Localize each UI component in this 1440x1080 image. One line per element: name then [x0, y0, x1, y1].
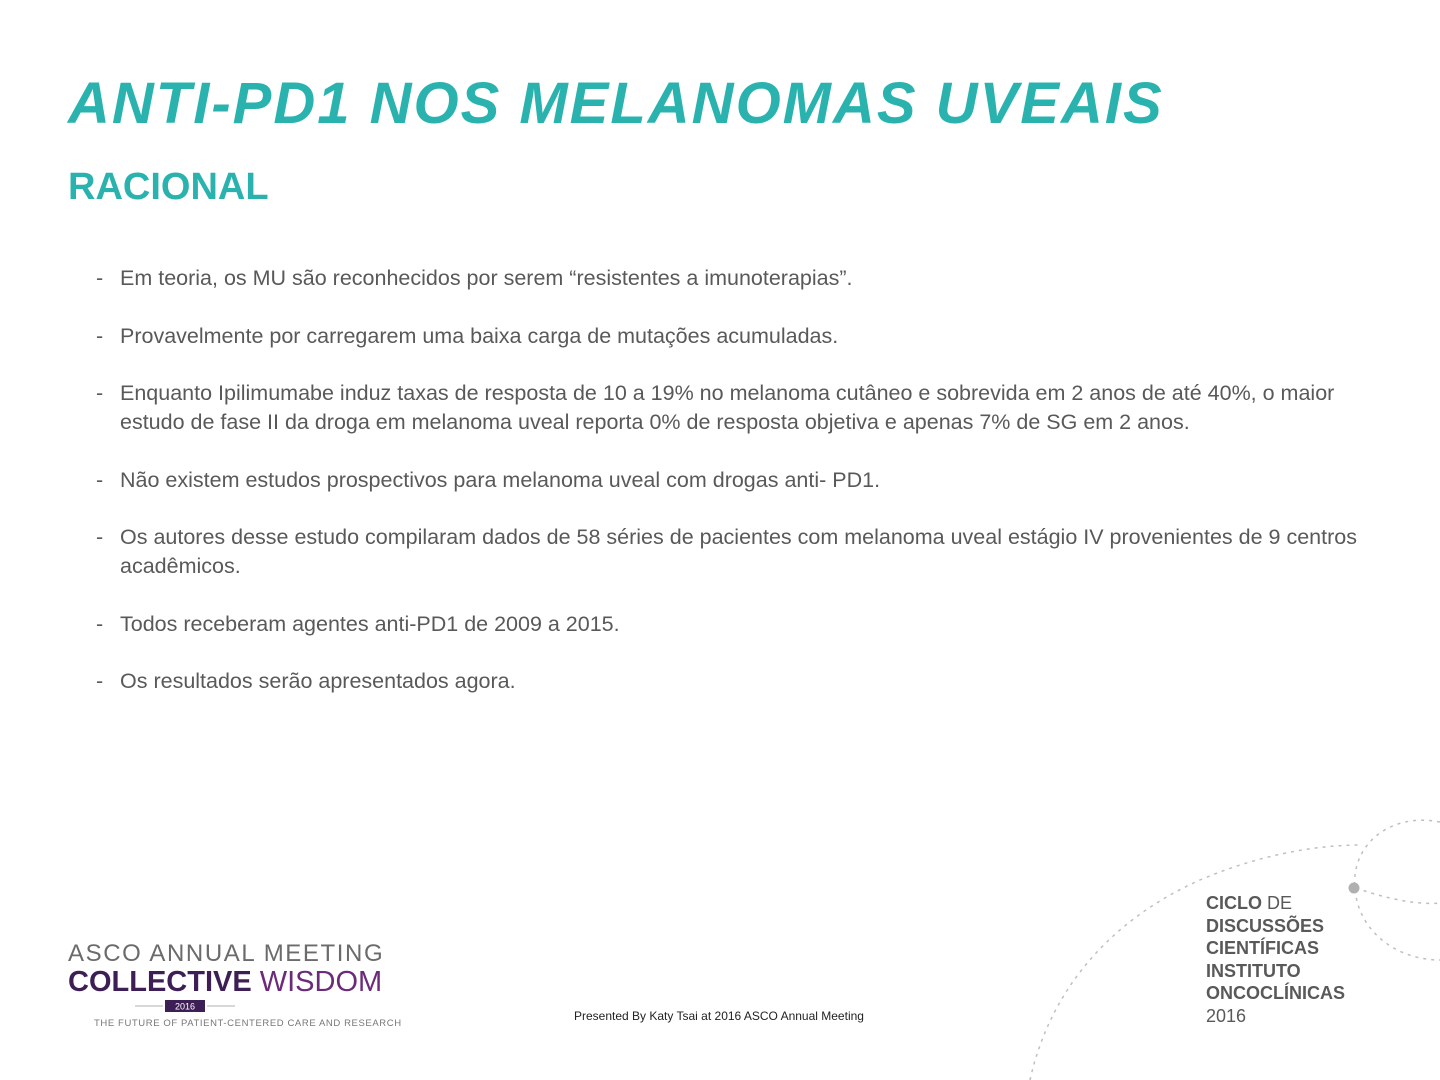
- ciclo-line-4: INSTITUTO: [1206, 960, 1301, 981]
- collective-rest: LLECTIVE: [111, 966, 252, 998]
- bullet-marker: -: [96, 467, 104, 492]
- ciclo-word: CICLO: [1206, 893, 1262, 913]
- ciclo-de: DE: [1267, 893, 1293, 913]
- node-dot-icon: [1349, 883, 1360, 894]
- bullet-item: [96, 264, 1366, 293]
- bullet-marker: -: [96, 525, 104, 549]
- collective-dotted-o: O: [88, 966, 112, 998]
- collective-wisdom-wordmark: [68, 966, 382, 999]
- slide-title: ANTI-PD1 NOS MELANOMAS UVEAIS: [68, 71, 1164, 136]
- bullet-item: [96, 610, 1366, 639]
- bullet-item: [96, 523, 1366, 581]
- section-heading: RACIONAL: [68, 166, 269, 208]
- ciclo-line-5: ONCOCLÍNICAS: [1206, 983, 1345, 1003]
- ciclo-line-2: DISCUSSÕES: [1206, 915, 1325, 936]
- bullet-text: Os autores desse estudo compilaram dados de 58 séries de pacientes com melanoma uveal estágio IV provenientes de 9 centros acadêmicos.: [120, 525, 1357, 578]
- asco-year-badge: [135, 1000, 235, 1012]
- asco-logo: [68, 940, 402, 1035]
- bullet-text: Enquanto Ipilimumabe induz taxas de resposta de 10 a 19% no melanoma cutâneo e sobrevida em 2 anos de até 40%, o maior estudo de fase II da droga em melanoma uveal reporta 0% de resposta objetiva e apenas 7% de SG em 2 anos.: [120, 381, 1335, 434]
- asco-meeting-label: ASCO ANNUAL MEETING: [68, 940, 385, 967]
- bullet-item: [96, 466, 1366, 495]
- ciclo-year: 2016: [1206, 1005, 1247, 1026]
- bullet-item: [96, 322, 1366, 351]
- bullet-marker: -: [96, 669, 104, 693]
- bullet-item: [96, 379, 1366, 437]
- asco-tagline: THE FUTURE OF PATIENT-CENTERED CARE AND RESEARCH: [94, 1018, 402, 1029]
- bullet-text: Não existem estudos prospectivos para melanoma uveal com drogas anti- PD1.: [120, 467, 881, 492]
- collective-letter-c: C: [68, 966, 89, 998]
- bullet-marker: -: [96, 266, 104, 290]
- bullet-marker: -: [96, 323, 104, 348]
- wisdom-word: WISDOM: [259, 966, 383, 998]
- bullet-text: Os resultados serão apresentados agora.: [120, 669, 516, 693]
- ciclo-logo: [1206, 892, 1345, 1027]
- presenter-credit: Presented By Katy Tsai at 2016 ASCO Annual Meeting: [574, 1009, 864, 1023]
- bullet-marker: -: [96, 381, 104, 405]
- bullet-item: [96, 667, 1366, 696]
- bullet-text: Em teoria, os MU são reconhecidos por serem “resistentes a imunoterapias”.: [120, 266, 853, 290]
- asco-year-text: 2016: [174, 1001, 196, 1012]
- bullet-text: Todos receberam agentes anti-PD1 de 2009 a 2015.: [120, 611, 620, 636]
- ciclo-line-1: [1206, 892, 1345, 915]
- bullet-marker: -: [96, 611, 104, 636]
- bullet-list: [96, 264, 1366, 725]
- ciclo-line-3: CIENTÍFICAS: [1206, 938, 1320, 958]
- bullet-text: Provavelmente por carregarem uma baixa carga de mutações acumuladas.: [120, 323, 839, 348]
